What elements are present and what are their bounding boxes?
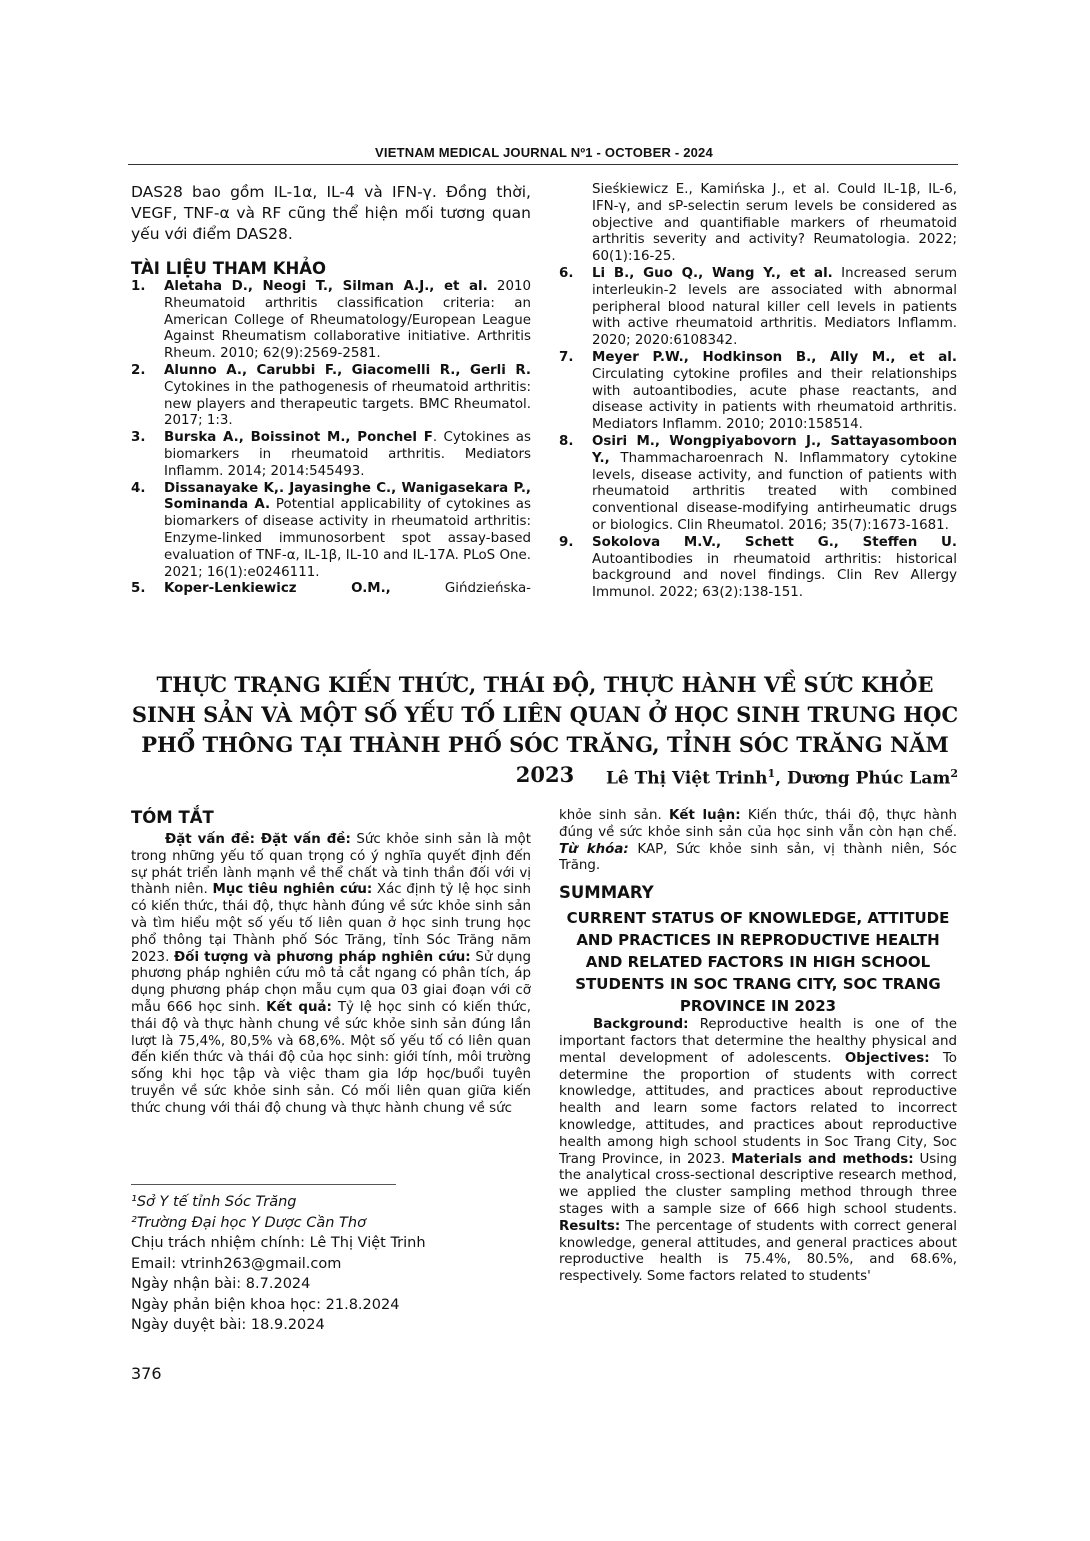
- reference-authors: Aletaha D., Neogi T., Silman A.J., et al.: [164, 279, 488, 294]
- reference-item: [559, 266, 957, 350]
- prev-article-right-column: [559, 182, 957, 602]
- reference-item: [559, 434, 957, 535]
- reference-authors: Meyer P.W., Hodkinson B., Ally M., et al.: [592, 349, 957, 365]
- reference-authors: Alunno A., Carubbi F., Giacomelli R., Gerli R.: [164, 362, 531, 378]
- reference-text: Increased serum interleukin-2 levels are associated with abnormal peripheral blood natural killer cell levels in patients with active rheumatoid arthritis. Mediators Inflamm. 2020; 2020:6108342.: [592, 265, 957, 349]
- journal-header: VIETNAM MEDICAL JOURNAL Nº1 - OCTOBER - 2024: [375, 145, 713, 160]
- reference-continuation: [559, 182, 957, 266]
- reference-item: [559, 535, 957, 602]
- reference-text: Autoantibodies in rheumatoid arthritis: historical background and novel findings. Clin Rev Allergy Immunol. 2022; 63(2):138-151.: [592, 551, 957, 601]
- text-background: Reproductive health is one of the important factors that determine the healthy physical and mental development of adolescents.: [559, 1017, 957, 1066]
- text-results: The percentage of students with correct general knowledge, general attitudes, and general practices about reproductive health is 75.4%, 80.5%, and 68.6%, respectively. Some factors related to students': [559, 1218, 957, 1285]
- article-authors: [606, 767, 958, 789]
- reference-authors: Li B., Guo Q., Wang Y., et al.: [592, 265, 833, 281]
- reference-item: [559, 350, 957, 434]
- reference-number: 8.: [559, 433, 574, 449]
- author-affiliation-mark: 2: [950, 767, 958, 780]
- reference-number: 4.: [131, 480, 146, 496]
- reference-text: Thammacharoenrach N. Inflammatory cytokine levels, disease activity, and function of patients with rheumatoid arthritis treated with combined conventional disease-modifying antirheumatic drugs or biologics. Clin Rheumatol. 2016; 35(7):1673-1681.: [592, 450, 957, 533]
- reference-number: 5.: [131, 581, 146, 597]
- label-keywords: Từ khóa:: [559, 841, 629, 857]
- reference-item: [131, 363, 531, 430]
- reference-number: 2.: [131, 362, 146, 378]
- date-accepted: Ngày duyệt bài: 18.9.2024: [131, 1317, 325, 1333]
- label-background: Đặt vấn đề: Đặt vấn đề:: [165, 832, 351, 847]
- reference-text: Potential applicability of cytokines as biomarkers of disease activity in rheumatoid arthritis: Enzyme-linked immunosorbent spot assay-based evaluation of TNF-α, IL-1β, IL-10 and IL-17A. PLoS One. 2021; 16(1):e0246111.: [164, 497, 531, 580]
- text-background: Sức khỏe sinh sản là một trong những yếu tố quan trọng có ý nghĩa quyết định đến sự phát triển lành mạnh về thể chất và tinh thần đối với vị thành niên.: [131, 832, 531, 898]
- date-received: Ngày nhận bài: 8.7.2024: [131, 1276, 311, 1292]
- reference-number: 6.: [559, 265, 574, 281]
- header-rule: [128, 164, 958, 165]
- author-affiliation-mark: 1: [767, 767, 776, 780]
- reference-item: [131, 481, 531, 582]
- author-name: Dương Phúc Lam: [787, 768, 951, 789]
- abstract-body: [131, 832, 531, 1118]
- reference-text: 2010 Rheumatoid arthritis classification criteria: an American College of Rheumatology/European League Against Rheumatism collaborative initiative. Arthritis Rheum. 2010; 62(9):2569-2581.: [164, 279, 532, 362]
- summary-body: [559, 1017, 957, 1286]
- author-name: Lê Thị Việt Trinh: [605, 768, 768, 789]
- corresponding-author: Chịu trách nhiệm chính: Lê Thị Việt Trinh: [131, 1235, 426, 1251]
- reference-text: Gińdzieńska-: [390, 581, 531, 597]
- text-objectives: Xác định tỷ lệ học sinh có kiến thức, thái độ, thực hành đúng về sức khỏe sinh sản và tìm hiểu một số yếu tố liên quan ở học sinh trung học phổ thông tại Thành phố Sóc Trăng, tỉnh Sóc Trăng năm 2023.: [131, 882, 531, 965]
- reference-text: Circulating cytokine profiles and their relationships with autoantibodies, acute phase reactants, and disease activity in patients with rheumatoid arthritis. Mediators Inflamm. 2010; 2010:158514.: [592, 366, 957, 433]
- summary-title: SUMMARY: [559, 883, 654, 903]
- references-title: TÀI LIỆU THAM KHẢO: [131, 259, 327, 278]
- label-objectives: Objectives:: [844, 1050, 930, 1066]
- prev-article-left-column: [131, 182, 531, 598]
- abstract-vietnamese: [131, 808, 531, 1118]
- label-conclusion: Kết luận:: [669, 808, 741, 823]
- reference-number: 1.: [131, 279, 146, 294]
- text-objectives: To determine the proportion of students with correct knowledge, attitudes, and practices about reproductive health and learn some factors related to incorrect knowledge, attitudes, and practices about reproductive health among high school students in Soc Trang City, Soc Trang Province, in 2023.: [559, 1050, 957, 1167]
- email: Email: vtrinh263@gmail.com: [131, 1255, 342, 1272]
- reference-text: . Cytokines as biomarkers in rheumatoid arthritis. Mediators Inflamm. 2014; 2014:545493.: [164, 430, 531, 479]
- reference-number: 9.: [559, 534, 574, 550]
- abstract-continuation: [559, 808, 957, 875]
- text-keywords: KAP, Sức khỏe sinh sản, vị thành niên, Sóc Trăng.: [559, 841, 957, 874]
- author-separator: ,: [775, 768, 787, 789]
- reference-authors: Burska A., Boissinot M., Ponchel F: [164, 430, 433, 446]
- abstract-title: TÓM TẮT: [131, 808, 214, 827]
- label-results: Kết quả:: [266, 999, 332, 1015]
- summary-english-title: CURRENT STATUS OF KNOWLEDGE, ATTITUDE AND PRACTICES IN REPRODUCTIVE HEALTH AND RELATED FACTORS IN HIGH SCHOOL STUDENTS IN SOC TRANG CITY, SOC TRANG PROVINCE IN 2023: [566, 909, 950, 1016]
- label-results: Results:: [559, 1218, 621, 1234]
- reference-item: [131, 279, 531, 363]
- affiliation-1: ¹Sở Y tế tỉnh Sóc Trăng: [131, 1194, 297, 1210]
- reference-text: Sieśkiewicz E., Kamińska J., et al. Could IL-1β, IL-6, IFN-γ, and sP-selectin serum levels be considered as objective and quantifiable markers of rheumatoid arthritis severity and activity? Reumatologia. 2022; 60(1):16-25.: [592, 182, 957, 265]
- article-title: THỰC TRẠNG KIẾN THỨC, THÁI ĐỘ, THỰC HÀNH VỀ SỨC KHỎE SINH SẢN VÀ MỘT SỐ YẾU TỐ LIÊN QUAN Ở HỌC SINH TRUNG HỌC PHỔ THÔNG TẠI THÀNH PHỐ SÓC TRĂNG, TỈNH SÓC TRĂNG NĂM 2023: [131, 672, 959, 787]
- abstract-continued-and-summary: [559, 808, 957, 1286]
- footnotes: [131, 1192, 531, 1336]
- reference-number: 3.: [131, 430, 146, 446]
- reference-authors: Osiri M., Wongpiyabovorn J., Sattayasomboon Y.,: [592, 433, 957, 466]
- text-methods: Sử dụng phương pháp nghiên cứu mô tả cắt ngang có phân tích, áp dụng phương pháp chọn mẫu cụm qua 03 giai đoạn với cỡ mẫu 666 học sinh.: [131, 949, 532, 1015]
- reference-authors: Dissanayake K,. Jayasinghe C., Wanigasekara P., Sominanda A.: [164, 480, 531, 513]
- label-background: Background:: [593, 1017, 689, 1033]
- label-methods: Đối tượng và phương pháp nghiên cứu:: [174, 949, 471, 965]
- date-reviewed: Ngày phản biện khoa học: 21.8.2024: [131, 1296, 400, 1313]
- reference-authors: Sokolova M.V., Schett G., Steffen U.: [592, 534, 957, 550]
- label-objectives: Mục tiêu nghiên cứu:: [212, 882, 373, 898]
- prev-article-conclusion: DAS28 bao gồm IL-1α, IL-4 và IFN-γ. Đồng thời, VEGF, TNF-α và RF cũng thể hiện mối tương quan yếu với điểm DAS28.: [131, 183, 531, 243]
- text-results-cont: khỏe sinh sản.: [559, 808, 670, 823]
- reference-number: 7.: [559, 349, 574, 365]
- text-methods: Using the analytical cross-sectional descriptive research method, we applied the cluster sampling method through three stages with a sample size of 666 high school students.: [559, 1151, 957, 1217]
- reference-authors: Koper-Lenkiewicz O.M.,: [164, 581, 391, 597]
- text-conclusion: Kiến thức, thái độ, thực hành đúng về sức khỏe sinh sản của học sinh vẫn còn hạn chế.: [559, 808, 957, 840]
- reference-item: [131, 581, 531, 598]
- affiliation-2: ²Trường Đại học Y Dược Cần Thơ: [131, 1214, 366, 1231]
- label-methods: Materials and methods:: [731, 1151, 914, 1167]
- reference-text: Cytokines in the pathogenesis of rheumatoid arthritis: new players and therapeutic targets. BMC Rheumatol. 2017; 1:3.: [164, 379, 531, 429]
- page-number: 376: [131, 1364, 162, 1383]
- footnote-rule: [131, 1184, 396, 1185]
- text-results: Tỷ lệ học sinh có kiến thức, thái độ và thực hành chung về sức khỏe sinh sản đúng lần lượt là 75,4%, 80,5% và 68,6%. Một số yếu tố có liên quan đến kiến thức và thái độ của học sinh: giới tính, môi trường sống khi học tập và việc tham gia lớp học/buổi tuyên truyền về sức khỏe sinh sản. Có mối liên quan giữa kiến thức chung với thái độ chung và thực hành chung về sức: [131, 999, 532, 1116]
- reference-item: [131, 430, 531, 480]
